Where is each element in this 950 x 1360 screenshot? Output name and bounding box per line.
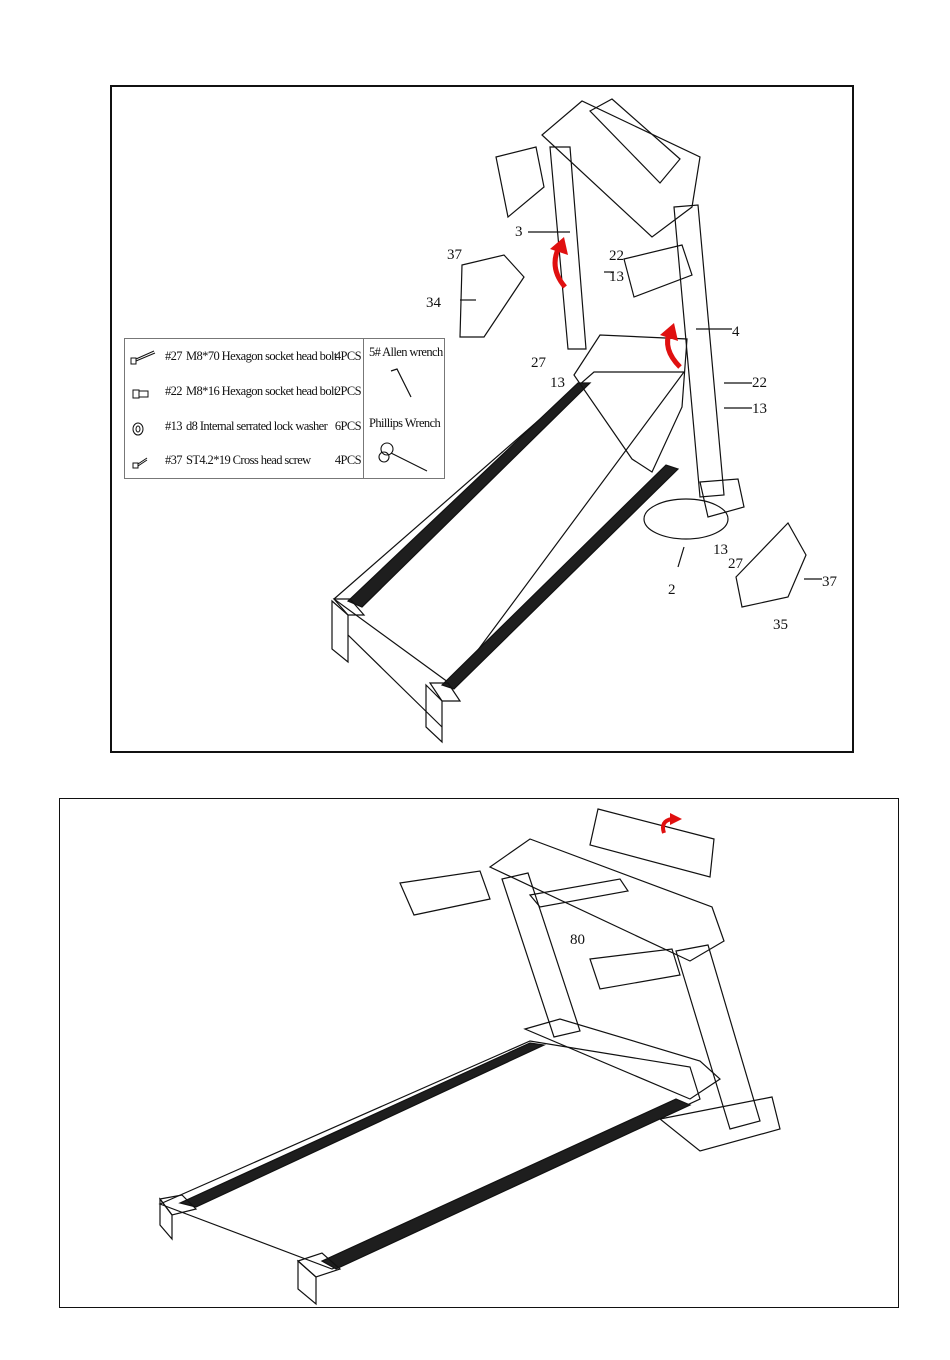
- part-row: [125, 341, 363, 371]
- phillips-wrench-icon: [373, 435, 433, 475]
- callout-13-middle: 13: [550, 375, 565, 391]
- assembly-step-panel-console: [59, 798, 899, 1308]
- handgrip-left: [496, 147, 544, 217]
- tool-label: Phillips Wrench: [369, 416, 441, 430]
- lift-arrow-right-icon: [660, 323, 680, 367]
- callout-22-upper: 22: [609, 248, 624, 264]
- side-cover-35: [736, 523, 806, 607]
- part-description: ST4.2*19 Cross head screw: [186, 453, 311, 467]
- part-number: #37: [165, 453, 182, 467]
- callout-37-right: 37: [822, 574, 837, 590]
- callout-3: 3: [515, 224, 523, 240]
- bolt-long-icon: [129, 347, 157, 367]
- callout-4: 4: [732, 324, 740, 340]
- part-row: [125, 411, 363, 441]
- part-row: [125, 445, 363, 475]
- screw-icon: [129, 451, 157, 471]
- part-number: #13: [165, 419, 182, 433]
- washer-icon: [129, 417, 157, 437]
- upright-left: [502, 873, 580, 1037]
- hardware-list: [125, 339, 364, 478]
- bolt-short-icon: [129, 382, 157, 402]
- part-description: M8*16 Hexagon socket head bolt: [186, 384, 337, 398]
- side-cover-34: [460, 255, 524, 337]
- part-row: [125, 376, 363, 406]
- upright-right: [674, 205, 724, 497]
- callout-27-lower: 27: [728, 556, 743, 572]
- handgrip-left: [400, 871, 490, 915]
- part-quantity: 4PCS: [334, 453, 361, 467]
- part-description: M8*70 Hexagon socket head bolt: [186, 349, 337, 363]
- callout-13-lower: 13: [713, 542, 728, 558]
- base-plate: [644, 499, 728, 539]
- part-number: #22: [165, 384, 182, 398]
- callout-34: 34: [426, 295, 441, 311]
- part-quantity: 2PCS: [334, 384, 361, 398]
- hardware-parts-table: [124, 338, 445, 479]
- belt-right-strip: [442, 465, 678, 689]
- part-number: #27: [165, 349, 182, 363]
- callout-13-right: 13: [752, 401, 767, 417]
- motor-hood: [525, 1019, 720, 1099]
- callout-35: 35: [773, 617, 788, 633]
- handgrip-right: [590, 949, 680, 989]
- callout-2: 2: [668, 582, 676, 598]
- assembly-step-panel-upright: [110, 85, 854, 753]
- part-quantity: 4PCS: [334, 349, 361, 363]
- lift-arrow-left-icon: [550, 237, 568, 287]
- treadmill-assembled-drawing: [60, 799, 900, 1309]
- callout-37-left: 37: [447, 247, 462, 263]
- belt-right-strip: [322, 1099, 690, 1269]
- callout-13-upper: 13: [609, 269, 624, 285]
- part-quantity: 6PCS: [334, 419, 361, 433]
- console: [590, 809, 714, 877]
- callout-22-right: 22: [752, 375, 767, 391]
- deck-outline: [160, 1041, 700, 1269]
- handrail-frame: [490, 839, 724, 961]
- belt-left-strip: [180, 1043, 544, 1207]
- callout-80: 80: [570, 932, 585, 948]
- callout-27-upper: 27: [531, 355, 546, 371]
- allen-wrench-icon: [387, 365, 417, 401]
- handrail-frame: [542, 101, 700, 237]
- part-description: d8 Internal serrated lock washer: [186, 419, 328, 433]
- tool-label: 5# Allen wrench: [369, 345, 443, 359]
